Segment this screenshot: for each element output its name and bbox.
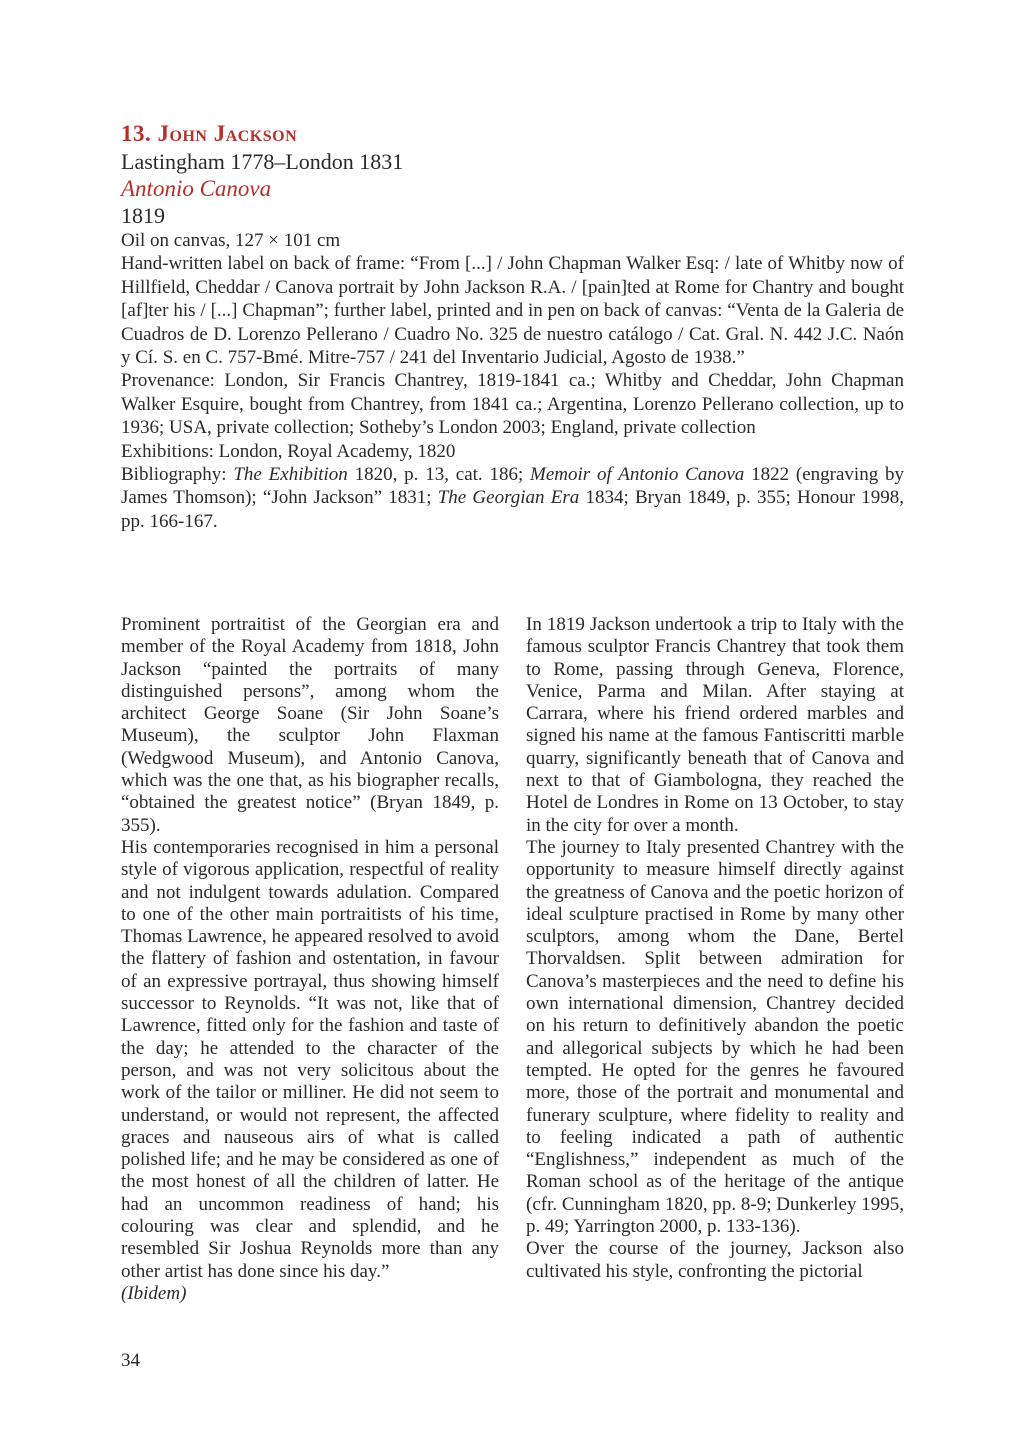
bibliography-lead: Bibliography:	[121, 464, 234, 486]
label-text: Hand-written label on back of frame: “From [...] / John Chapman Walker Esq: / late of Whitby now of Hillfield, Cheddar / Canova portrait by John Jackson R.A. / [pain]ted at Rome for Chantry and bought [af]ter his / [...] Chapman”; further label, printed and in pen on back of canvas: “Venta de la Galeria de Cuadros de D. Lorenzo Pellerano / Cuadro No. 325 de nuestro catálogo / Cat. Gral. N. 442 J.C. Naón y Cí. S. en C. 757-Bmé. Mitre-757 / 241 del Inventario Judicial, Agosto de 1938.”	[121, 253, 904, 369]
bibliography	[121, 463, 904, 533]
work-date: 1819	[121, 203, 165, 228]
left-paragraph-1: Prominent portraitist of the Georgian era and member of the Royal Academy from 1818, John Jackson “painted the portraits of many distinguished persons”, among whom the architect George Soane (Sir John Soane’s Museum), the sculptor John Flaxman (Wedgwood Museum), and Antonio Canova, which was the one that, as his biographer recalls, “obtained the greatest notice” (Bryan 1849, p. 355).	[121, 614, 499, 836]
medium: Oil on canvas, 127 × 101 cm	[121, 230, 341, 251]
right-paragraph-3: Over the course of the journey, Jackson also cultivated his style, confronting the pictorial	[526, 1238, 904, 1282]
body-columns	[121, 614, 904, 1305]
right-paragraph-2: The journey to Italy presented Chantrey with the opportunity to measure himself directly against the greatness of Canova and the poetic horizon of ideal sculpture practised in Rome by many other sculptors, among whom the Dane, Bertel Thorvaldsen. Split between admiration for Canova’s masterpieces and the need to define his own international dimension, Chantrey decided on his return to definitively abandon the poetic and allegorical subjects by which he had been tempted. He opted for the genres he favoured more, those of the portrait and monumental and funerary sculpture, where fidelity to reality and to feeling indicated a path of authentic “Englishness,” independent as much of the Roman school as of the heritage of the antique (cfr. Cunningham 1820, pp. 8-9; Dunkerley 1995, p. 49; Yarrington 2000, p. 133-136).	[526, 836, 904, 1238]
work-title: Antonio Canova	[121, 176, 272, 201]
provenance: Provenance: London, Sir Francis Chantrey, 1819-1841 ca.; Whitby and Cheddar, John Chapman Walker Esquire, bought from Chantrey, from 1841 ca.; Argentina, Lorenzo Pellerano collection, up to 1936; USA, private collection; Sotheby’s London 2003; England, private collection	[121, 370, 904, 439]
catalogue-title: 13. John Jackson	[121, 121, 298, 146]
right-column	[526, 614, 904, 1305]
bibliography-title-1: The Exhibition	[233, 464, 348, 486]
bibliography-seg-1: 1820, p. 13, cat. 186;	[347, 464, 531, 486]
ibidem-text: (Ibidem)	[121, 1282, 187, 1304]
catalogue-entry-header	[121, 120, 904, 533]
bibliography-seg-2: 1822 (engraving by James Thomson); “John Jackson” 1831;	[121, 464, 904, 509]
page-number: 34	[121, 1350, 140, 1371]
ibidem-citation	[121, 1283, 499, 1305]
bibliography-seg-3: 1834; Bryan 1849, p. 355; Honour 1998, pp. 166-167.	[121, 487, 905, 532]
left-paragraph-2: His contemporaries recognised in him a personal style of vigorous application, respectful of reality and not indulgent towards adulation. Compared to one of the other main portraitists of his time, Thomas Lawrence, he appeared resolved to avoid the flattery of fashion and ostentation, in favour of an expressive portrayal, thus showing himself successor to Reynolds. “It was not, like that of Lawrence, fitted only for the fashion and taste of the day; he attended to the character of the person, and was not very solicitous about the work of the tailor or milliner. He did not seem to understand, or would not represent, the affected graces and nauseous airs of what is called polished life; and he may be considered as one of the most honest of all the children of latter. He had an uncommon readiness of hand; his colouring was clear and splendid, and he resembled Sir Joshua Reynolds more than any other artist has done since his day.”	[121, 836, 499, 1282]
artist-life: Lastingham 1778–London 1831	[121, 149, 404, 174]
exhibitions: Exhibitions: London, Royal Academy, 1820	[121, 440, 456, 462]
bibliography-title-3: The Georgian Era	[437, 487, 580, 509]
right-paragraph-1: In 1819 Jackson undertook a trip to Italy with the famous sculptor Francis Chantrey that took them to Rome, passing through Geneva, Florence, Venice, Parma and Milan. After staying at Carrara, where his friend ordered marbles and signed his name at the famous Fantiscritti marble quarry, significantly beneath that of Canova and next to that of Giambologna, they reached the Hotel de Londres in Rome on 13 October, to stay in the city for over a month.	[526, 614, 904, 836]
bibliography-title-2: Memoir of Antonio Canova	[530, 464, 745, 486]
left-column	[121, 614, 499, 1305]
